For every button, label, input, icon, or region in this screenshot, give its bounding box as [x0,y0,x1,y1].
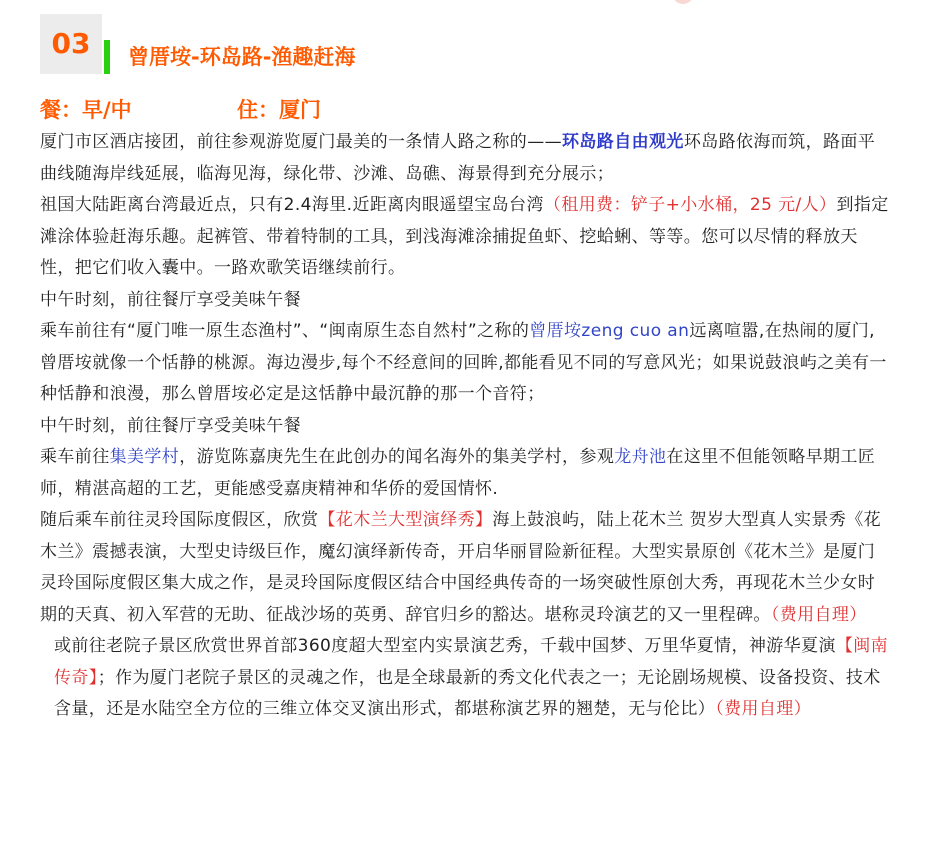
highlight-mulan-show: 【花木兰大型演绎秀】 [318,510,493,530]
self-pay-note-1: （费用自理） [770,604,867,625]
paragraph-lunch-1: 中午时刻，前往餐厅享受美味午餐 [40,289,301,310]
title-accent-bar [104,40,110,74]
highlight-jimei-village: 集美学村 [109,447,180,467]
highlight-zengcuoan: 曾厝垵zeng cuo an [529,321,690,341]
paragraph-jimei: 乘车前往集美学村，游览陈嘉庚先生在此创办的闻名海外的集美学村，参观龙舟池在这里不但能领略早期工匠师，精湛高超的工艺，更能感受嘉庚精神和华侨的爱国情怀. [40,447,876,499]
paragraph-zengcuoan: 乘车前往有“厦门唯一原生态渔村”、“闽南原生态自然村”之称的曾厝垵zeng cuo an远离喧嚣,在热闹的厦门,曾厝垵就像一个恬静的桃源。海边漫步,每个不经意间的回眸,都能看见不同的写意风光；如果说鼓浪屿之美有一种恬静和浪漫，那么曾厝垵必定是这恬静中最沉静的那一个音符； [40,321,887,404]
meals-label: 餐：早/中 [40,98,132,122]
paragraph-huandao: 厦门市区酒店接团，前往参观游览厦门最美的一条情人路之称的——环岛路自由观光环岛路依海而筑，路面平曲线随海岸线延展，临海见海，绿化带、沙滩、岛礁、海景得到充分展示； [40,132,876,184]
paragraph-minnan-legend: 或前往老院子景区欣赏世界首部360度超大型室内实景演艺秀，千载中国梦、万里华夏情，神游华夏演【闽南传奇】；作为厦门老院子景区的灵魂之作，也是全球最新的秀文化代表之一；无论剧场规模、设备投资、技术含量，还是水陆空全方位的三维立体交叉演出形式，都堪称演艺界的翘楚，无与伦比）（费用自理） [54,636,889,719]
paragraph-lunch-2: 中午时刻，前往餐厅享受美味午餐 [40,415,301,436]
day-title: 曾厝垵-环岛路-渔趣赶海 [128,45,356,69]
highlight-dragon-boat-pool: 龙舟池 [614,447,667,467]
paragraph-ganhai: 祖国大陆距离台湾最近点，只有2.4海里.近距离肉眼遥望宝岛台湾（租用费：铲子+小水桶，25 元/人）到指定滩涂体验赶海乐趣。起裤管、带着特制的工具，到浅海滩涂捕捉鱼虾、挖蛤蜊、等等。您可以尽情的释放天性，把它们收入囊中。一路欢歌笑语继续前行。 [40,195,889,278]
self-pay-note-2: （费用自理） [715,699,812,719]
day-number-badge: 03 [40,14,102,74]
paragraph-mulan-show: 随后乘车前往灵玲国际度假区，欣赏【花木兰大型演绎秀】海上鼓浪屿，陆上花木兰 贺岁大型真人实景秀《花木兰》震撼表演，大型史诗级巨作，魔幻演绎新传奇，开启华丽冒险新征程。大型实景原创《花木兰》是厦门灵玲国际度假区集大成之作，是灵玲国际度假区结合中国经典传奇的一场突破性原创大秀，再现花木兰少女时期的天真、初入军营的无助、征战沙场的英勇、辞官归乡的豁达。堪称灵玲演艺的又一里程碑。（费用自理） [40,510,882,625]
itinerary-text [40,127,892,726]
meals-lodging-row [40,94,321,124]
corner-decoration [672,0,694,4]
lodging-label: 住：厦门 [237,98,321,122]
highlight-minnan-legend: 【闽南传奇】 [54,636,889,688]
day-header [40,14,840,76]
highlight-huandao-road: 环岛路自由观光 [562,132,684,152]
rental-fee-note: （租用费：铲子+小水桶，25 元/人） [543,195,837,215]
